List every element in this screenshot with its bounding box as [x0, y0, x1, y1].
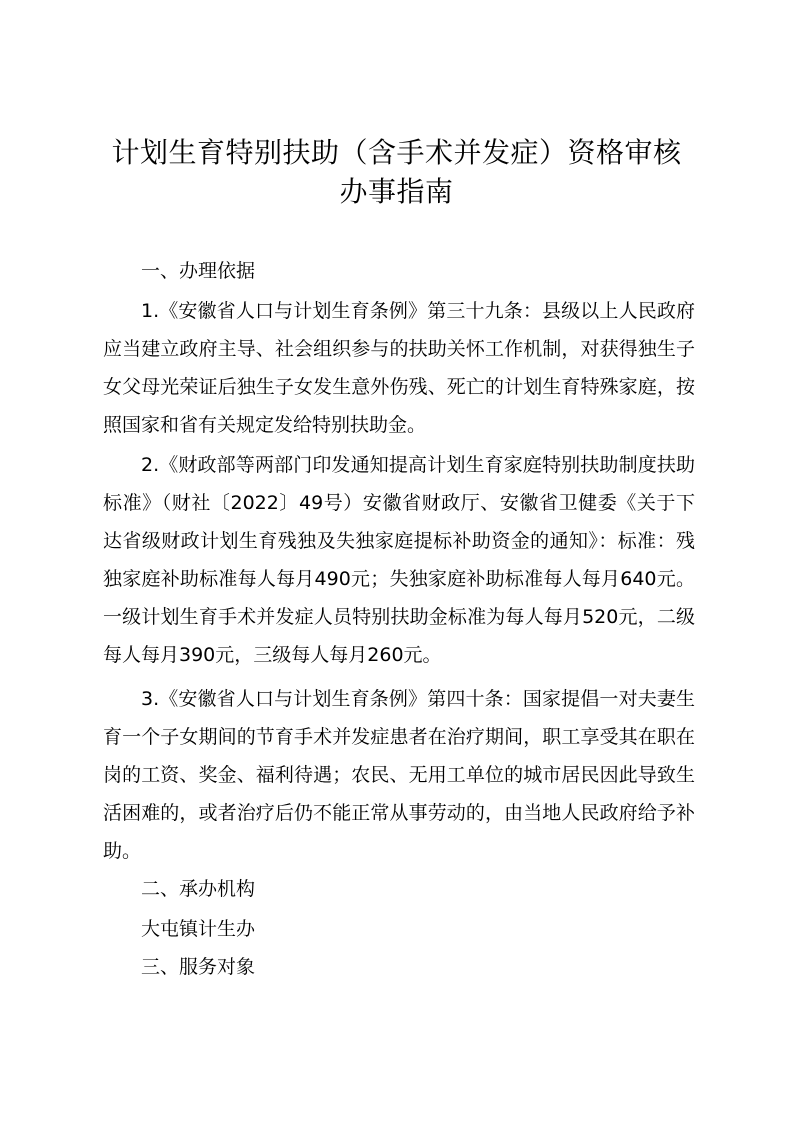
basis-paragraph-3: 3.《安徽省人口与计划生育条例》第四十条：国家提倡一对夫妻生育一个子女期间的节育手术并发症患者在治疗期间，职工享受其在职在岗的工资、奖金、福利待遇；农民、无用工单位的城市居民因此导致生活困难的，或者治疗后仍不能正常从事劳动的，由当地人民政府给予补助。: [103, 688, 695, 862]
agency-name: 大屯镇计生办: [141, 918, 256, 940]
document-title-line2: 办事指南: [339, 175, 454, 208]
section-heading-target: 三、服务对象: [141, 956, 256, 978]
section-heading-agency: 二、承办机构: [141, 878, 256, 900]
basis-paragraph-2: 2.《财政部等两部门印发通知提高计划生育家庭特别扶助制度扶助标准》（财社〔2022〕49号）安徽省财政厅、安徽省卫健委《关于下达省级财政计划生育残独及失独家庭提标补助资金的通知》：标准：残独家庭补助标准每人每月490元；失独家庭补助标准每人每月640元。一级计划生育手术并发症人员特别扶助金标准为每人每月520元，二级每人每月390元，三级每人每月260元。: [103, 454, 695, 666]
section-heading-basis: 一、办理依据: [141, 260, 256, 282]
document-title-line1: 计划生育特别扶助（含手术并发症）资格审核: [111, 136, 682, 169]
document-body: [103, 252, 695, 986]
basis-paragraph-1: 1.《安徽省人口与计划生育条例》第三十九条：县级以上人民政府应当建立政府主导、社会组织参与的扶助关怀工作机制，对获得独生子女父母光荣证后独生子女发生意外伤残、死亡的计划生育特殊家庭，按照国家和省有关规定发给特别扶助金。: [103, 300, 695, 436]
